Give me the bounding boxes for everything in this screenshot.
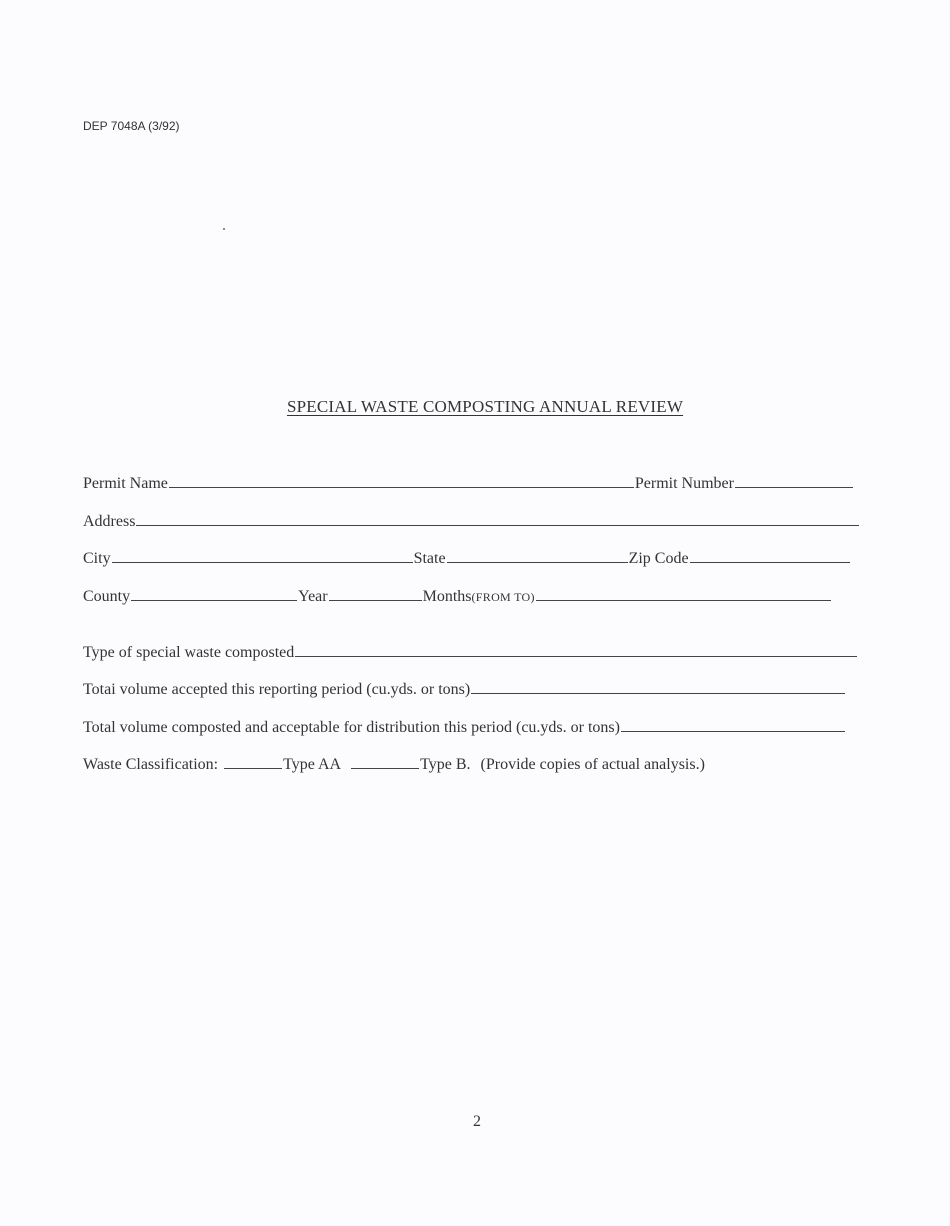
permit-number-field[interactable] xyxy=(735,473,853,488)
type-b-field[interactable] xyxy=(351,754,419,769)
total-accepted-field[interactable] xyxy=(471,679,845,694)
classification-label: Waste Classification: xyxy=(83,756,219,773)
type-aa-field[interactable] xyxy=(224,754,282,769)
address-field[interactable] xyxy=(136,511,859,526)
waste-type-label: Type of special waste composted xyxy=(83,644,295,661)
permit-name-field[interactable] xyxy=(169,473,634,488)
classification-note: (Provide copies of actual analysis.) xyxy=(480,756,705,773)
city-state-zip-row xyxy=(83,548,851,568)
county-label: County xyxy=(83,588,131,605)
year-label: Year xyxy=(298,588,328,605)
type-b-label: Type B. xyxy=(420,756,471,773)
state-field[interactable] xyxy=(447,548,628,563)
permit-row xyxy=(83,473,854,493)
zip-code-field[interactable] xyxy=(690,548,850,563)
waste-type-row xyxy=(83,642,858,662)
total-accepted-row xyxy=(83,679,846,699)
months-note: (FROM TO) xyxy=(471,590,535,604)
months-label: Months xyxy=(422,588,472,605)
classification-row xyxy=(83,754,705,774)
page-number: 2 xyxy=(473,1113,481,1130)
form-title: SPECIAL WASTE COMPOSTING ANNUAL REVIEW xyxy=(287,397,684,416)
type-aa-label: Type AA xyxy=(283,756,342,773)
total-composted-label: Total volume composted and acceptable for distribution this period (cu.yds. or tons) xyxy=(83,719,620,736)
permit-name-label: Permit Name xyxy=(83,475,168,492)
address-row xyxy=(83,511,860,531)
city-label: City xyxy=(83,550,111,567)
county-year-months-row xyxy=(83,586,832,606)
permit-number-label: Permit Number xyxy=(634,475,734,492)
waste-type-field[interactable] xyxy=(295,642,857,657)
total-accepted-label: Totai volume accepted this reporting period (cu.yds. or tons) xyxy=(83,681,471,698)
city-field[interactable] xyxy=(112,548,413,563)
state-label: State xyxy=(413,550,446,567)
zip-code-label: Zip Code xyxy=(628,550,689,567)
year-field[interactable] xyxy=(329,586,422,601)
total-composted-field[interactable] xyxy=(621,717,845,732)
scan-speck xyxy=(223,228,225,230)
months-field[interactable] xyxy=(536,586,831,601)
total-composted-row xyxy=(83,717,846,737)
form-code: DEP 7048A (3/92) xyxy=(83,119,180,133)
address-label: Address xyxy=(83,513,136,530)
county-field[interactable] xyxy=(131,586,297,601)
